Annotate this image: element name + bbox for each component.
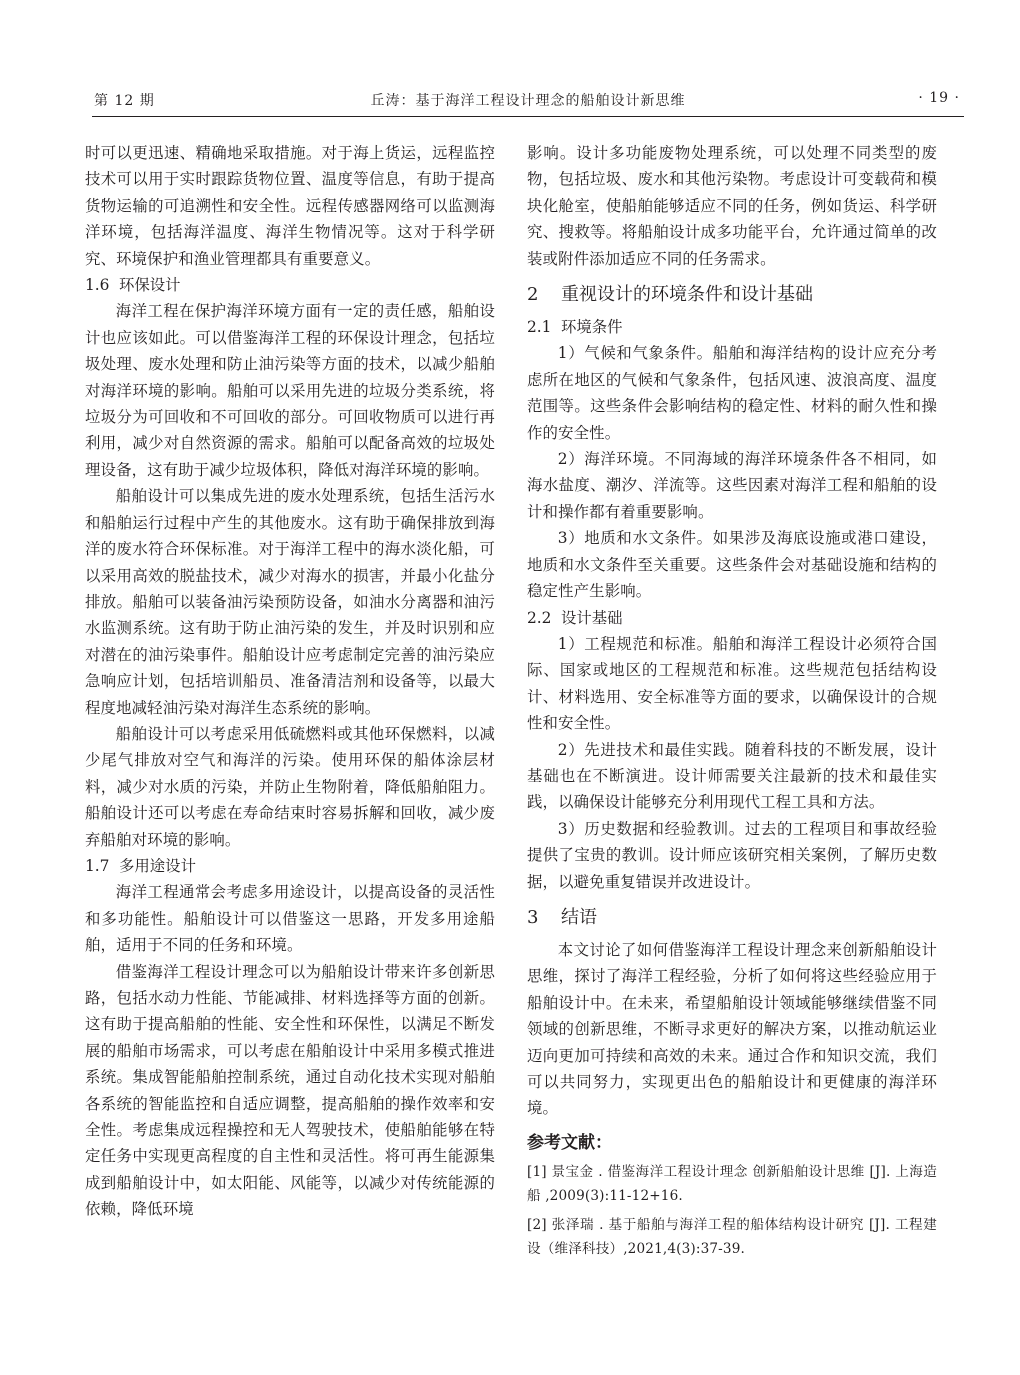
page-number: · 19 · [918,90,960,106]
subsection-number: 1.7 [85,856,110,875]
subsection-title: 设计基础 [561,608,623,627]
section-heading-3 [527,905,937,931]
section-title: 重视设计的环境条件和设计基础 [561,284,813,306]
references-heading: 参考文献： [527,1132,612,1153]
issue-number: 第 12 期 [94,93,155,109]
paragraph: 1）工程规范和标准。船舶和海洋工程设计必须符合国际、国家或地区的工程规范和标准。这些规范包括结构设计、材料选用、安全标准等方面的要求，以确保设计的合规性和安全性。 [527,634,937,733]
paragraph: 本文讨论了如何借鉴海洋工程设计理念来创新船舶设计思维，探讨了海洋工程经验，分析了如何将这些经验应用于船舶设计中。在未来，希望船舶设计领域能够继续借鉴不同领域的创新思维，不断寻求更好的解决方案，以推动航运业迈向更加可持续和高效的未来。通过合作和知识交流，我们可以共同努力，实现更出色的船舶设计和更健康的海洋环境。 [527,940,937,1118]
paragraph: 海洋工程通常会考虑多用途设计，以提高设备的灵活性和多功能性。船舶设计可以借鉴这一思路，开发多用途船舶，适用于不同的任务和环境。 [85,883,495,955]
paragraph: 船舶设计可以考虑采用低硫燃料或其他环保燃料，以减少尾气排放对空气和海洋的污染。使用环保的船体涂层材料，减少对水质的污染，并防止生物附着，降低船舶阻力。船舶设计还可以考虑在寿命结束时容易拆解和回收，减少废弃船舶对环境的影响。 [85,724,495,849]
right-column [527,140,937,1266]
paragraph: 1）气候和气象条件。船舶和海洋结构的设计应充分考虑所在地区的气候和气象条件，包括风速、波浪高度、温度范围等。这些条件会影响结构的稳定性、材料的耐久性和操作的安全性。 [527,344,937,442]
section-number: 2 [527,284,539,306]
article-running-title: 丘涛：基于海洋工程设计理念的船舶设计新思维 [370,93,686,109]
running-header [92,86,964,117]
paragraph: 3）地质和水文条件。如果涉及海底设施或港口建设，地质和水文条件至关重要。这些条件会对基础设施和结构的稳定性产生影响。 [527,529,937,601]
subsection-title: 环保设计 [119,276,181,295]
paragraph: 2）海洋环境。不同海域的海洋环境条件各不相同，如海水盐度、潮汐、洋流等。这些因素对海洋工程和船舶的设计和操作都有着重要影响。 [527,450,937,521]
subsection-number: 2.1 [527,318,552,337]
subsection-title: 多用途设计 [119,856,196,875]
subsection-heading-2-2 [527,605,937,631]
paragraph: 2）先进技术和最佳实践。随着科技的不断发展，设计基础也在不断演进。设计师需要关注最新的技术和最佳实践，以确保设计能够充分利用现代工程工具和方法。 [527,740,937,812]
section-title: 结语 [561,906,597,928]
paragraph: 海洋工程在保护海洋环境方面有一定的责任感，船舶设计也应该如此。可以借鉴海洋工程的环保设计理念，包括垃圾处理、废水处理和防止油污染等方面的技术，以减少船舶对海洋环境的影响。船舶可以采用先进的垃圾分类系统，将垃圾分为可回收和不可回收的部分。可回收物质可以进行再利用，减少对自然资源的需求。船舶可以配备高效的垃圾处理设备，这有助于减少垃圾体积，降低对海洋环境的影响。 [85,302,495,479]
subsection-heading-2-1 [527,314,937,340]
subsection-number: 2.2 [527,608,552,627]
paragraph: 3）历史数据和经验教训。过去的工程项目和事故经验提供了宝贵的教训。设计师应该研究相关案例，了解历史数据，以避免重复错误并改进设计。 [527,819,937,891]
reference-item: [2] 张泽瑞 . 基于船舶与海洋工程的船体结构设计研究 [J]. 工程建设（维泽科技）,2021,4(3):37-39. [527,1216,937,1258]
paragraph: 时可以更迅速、精确地采取措施。对于海上货运，远程监控技术可以用于实时跟踪货物位置、温度等信息，有助于提高货物运输的可追溯性和安全性。远程传感器网络可以监测海洋环境，包括海洋温度、海洋生物情况等。这对于科学研究、环境保护和渔业管理都具有重要意义。 [85,144,495,268]
section-number: 3 [527,906,539,928]
subsection-number: 1.6 [85,276,110,295]
paragraph: 借鉴海洋工程设计理念可以为船舶设计带来许多创新思路，包括水动力性能、节能减排、材料选择等方面的创新。这有助于提高船舶的性能、安全性和环保性，以满足不断发展的船舶市场需求，可以考虑在船舶设计中采用多模式推进系统。集成智能船舶控制系统，通过自动化技术实现对船舶各系统的智能监控和自适应调整，提高船舶的操作效率和安全性。考虑集成远程操控和无人驾驶技术，使船舶能够在特定任务中实现更高程度的自主性和灵活性。将可再生能源集成到船舶设计中，如太阳能、风能等，以减少对传统能源的依赖，降低环境 [85,962,495,1219]
subsection-title: 环境条件 [561,318,623,337]
paragraph: 影响。设计多功能废物处理系统，可以处理不同类型的废物，包括垃圾、废水和其他污染物。考虑设计可变载荷和模块化舱室，使船舶能够适应不同的任务，例如货运、科学研究、搜救等。将船舶设计成多功能平台，允许通过简单的改装或附件添加适应不同的任务需求。 [527,144,937,268]
subsection-heading-1-7 [85,853,495,879]
left-column [85,140,495,1223]
paragraph: 船舶设计可以集成先进的废水处理系统，包括生活污水和船舶运行过程中产生的其他废水。这有助于确保排放到海洋的废水符合环保标准。对于海洋工程中的海水淡化船，可以采用高效的脱盐技术，减少对海水的损害，并最小化盐分排放。船舶可以装备油污染预防设备，如油水分离器和油污水监测系统。这有助于防止油污染的发生，并及时识别和应对潜在的油污染事件。船舶设计应考虑制定完善的油污染应急响应计划，包括培训船员、准备清洁剂和设备等，以最大程度地减轻油污染对海洋生态系统的影响。 [85,487,495,717]
section-heading-2 [527,282,937,308]
reference-item: [1] 景宝金 . 借鉴海洋工程设计理念 创新船舶设计思维 [J]. 上海造船 ,2009(3):11-12+16. [527,1163,937,1205]
subsection-heading-1-6 [85,272,495,298]
